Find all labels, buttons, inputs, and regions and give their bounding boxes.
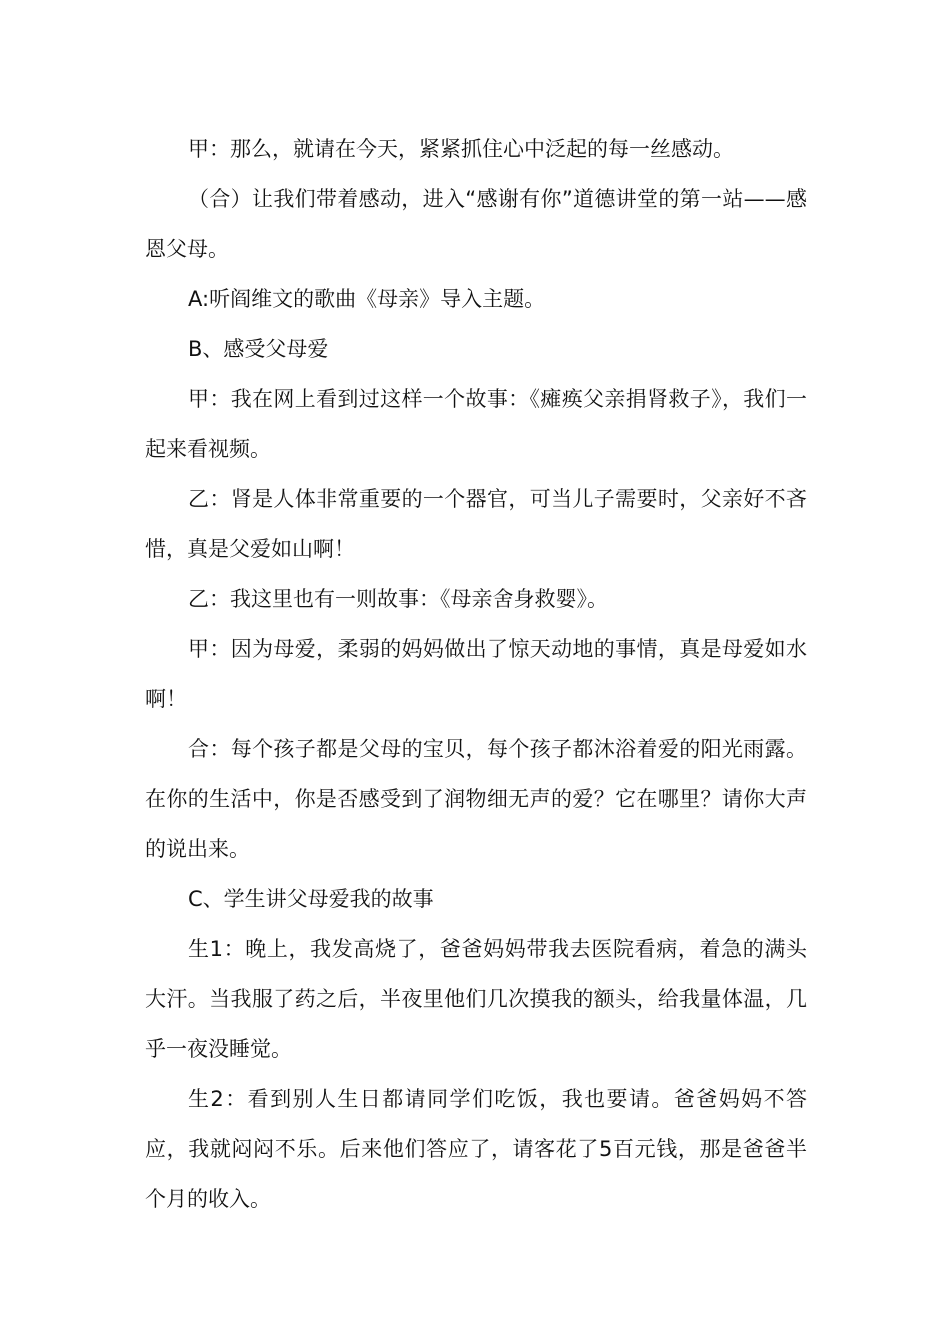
paragraph-jia-mother-love: 甲：因为母爱，柔弱的妈妈做出了惊天动地的事情，真是母爱如水啊！ (145, 637, 807, 711)
paragraph-jia-opening: 甲：那么，就请在今天，紧紧抓住心中泛起的每一丝感动。 (188, 137, 734, 161)
paragraph-jia-story-father: 甲：我在网上看到过这样一个故事：《瘫痪父亲捐肾救子》，我们一起来看视频。 (145, 387, 807, 461)
paragraph-a-song: A:听阎维文的歌曲《母亲》导入主题。 (188, 287, 546, 311)
section-heading-c: C、学生讲父母爱我的故事 (188, 887, 434, 911)
paragraph-yi-kidney: 乙：肾是人体非常重要的一个器官，可当儿子需要时，父亲好不吝惜，真是父爱如山啊！ (145, 487, 807, 561)
paragraph-student-1: 生1：晚上，我发高烧了，爸爸妈妈带我去医院看病，着急的满头大汗。当我服了药之后，半夜里他们几次摸我的额头，给我量体温，几乎一夜没睡觉。 (145, 937, 807, 1061)
paragraph-yi-story-mother: 乙：我这里也有一则故事：《母亲舍身救婴》。 (188, 587, 608, 611)
section-heading-b: B、感受父母爱 (188, 337, 329, 361)
document-body (145, 124, 807, 1224)
paragraph-he-every-child: 合：每个孩子都是父母的宝贝，每个孩子都沐浴着爱的阳光雨露。在你的生活中，你是否感受到了润物细无声的爱？它在哪里？请你大声的说出来。 (145, 737, 807, 861)
paragraph-he-station-one: （合）让我们带着感动，进入“感谢有你”道德讲堂的第一站——感恩父母。 (145, 187, 807, 261)
paragraph-student-2: 生2：看到别人生日都请同学们吃饭，我也要请。爸爸妈妈不答应，我就闷闷不乐。后来他们答应了，请客花了5百元钱，那是爸爸半个月的收入。 (145, 1087, 807, 1211)
